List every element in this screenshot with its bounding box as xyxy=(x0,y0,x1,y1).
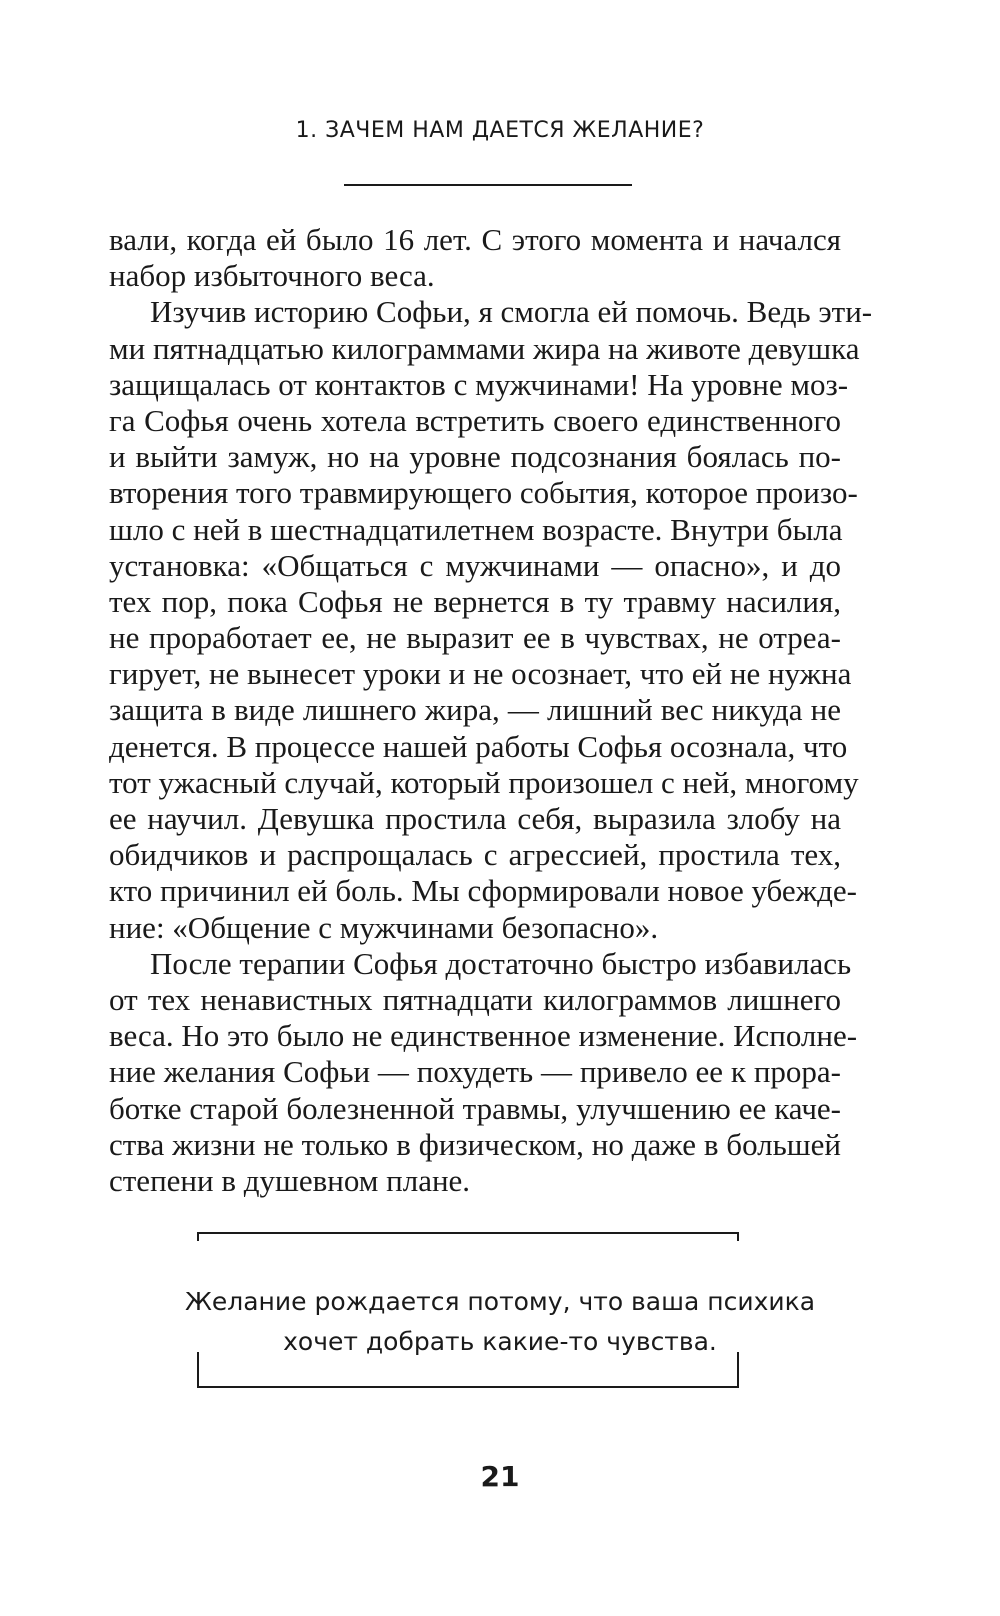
body-line: от тех ненавистных пятнадцати килограммов лишнего xyxy=(109,981,841,1017)
quote-frame-tick-right xyxy=(737,1232,739,1241)
body-line: кто причинил ей боль. Мы сформировали новое убежде- xyxy=(109,873,857,909)
body-line: гирует, не вынесет уроки и не осознает, что ей не нужна xyxy=(109,656,852,692)
body-line: тех пор, пока Софья не вернется в ту травму насилия, xyxy=(109,583,841,619)
page-number: 21 xyxy=(480,1460,520,1493)
body-line: вали, когда ей было 16 лет. С этого момента и начался xyxy=(109,222,841,257)
body-line: ее научил. Девушка простила себя, выразила злобу на xyxy=(109,801,841,836)
body-line: не проработает ее, не выразит ее в чувствах, не отреа- xyxy=(109,620,841,656)
body-line: набор избыточного веса. xyxy=(109,258,435,294)
body-line: ние желания Софьи — похудеть — привело ее к прора- xyxy=(109,1054,841,1090)
running-head: 1. ЗАЧЕМ НАМ ДАЕТСЯ ЖЕЛАНИЕ? xyxy=(295,118,705,143)
pull-quote xyxy=(100,1282,900,1362)
body-text xyxy=(109,222,873,1199)
body-line: вторения того травмирующего события, которое произо- xyxy=(109,475,858,511)
body-line: защита в виде лишнего жира, — лишний вес никуда не xyxy=(109,692,841,728)
header-rule xyxy=(344,184,632,186)
pull-quote-line-1: Желание рождается потому, что ваша психика xyxy=(184,1287,816,1316)
body-line: ботке старой болезненной травмы, улучшению ее каче- xyxy=(109,1090,841,1126)
quote-frame-top-rule xyxy=(197,1232,739,1234)
body-line: тот ужасный случай, который произошел с ней, многому xyxy=(109,764,859,800)
body-line: и выйти замуж, но на уровне подсознания боялась по- xyxy=(109,439,841,475)
body-line: ние: «Общение с мужчинами безопасно». xyxy=(109,909,659,945)
body-line: степени в душевном плане. xyxy=(109,1162,471,1198)
body-line: установка: «Общаться с мужчинами — опасно», и до xyxy=(109,547,841,583)
body-line: шло с ней в шестнадцатилетнем возрасте. Внутри была xyxy=(109,511,843,547)
body-line: ства жизни не только в физическом, но даже в большей xyxy=(109,1126,841,1162)
body-line: Изучив историю Софьи, я смогла ей помочь. Ведь эти- xyxy=(150,294,873,330)
pull-quote-line-2: хочет добрать какие-то чувства. xyxy=(283,1327,717,1356)
quote-frame-tick-left xyxy=(197,1232,199,1241)
body-line: денется. В процессе нашей работы Софья осознала, что xyxy=(109,728,848,764)
body-line: обидчиков и распрощалась с агрессией, простила тех, xyxy=(109,837,841,873)
quote-frame-bottom-rule xyxy=(197,1386,739,1388)
body-line: ми пятнадцатью килограммами жира на животе девушка xyxy=(109,330,860,366)
body-line: защищалась от контактов с мужчинами! На уровне моз- xyxy=(109,366,849,402)
body-line: веса. Но это было не единственное изменение. Исполне- xyxy=(109,1018,858,1054)
body-line: После терапии Софья достаточно быстро избавилась xyxy=(150,945,852,981)
body-line: га Софья очень хотела встретить своего единственного xyxy=(109,402,841,438)
